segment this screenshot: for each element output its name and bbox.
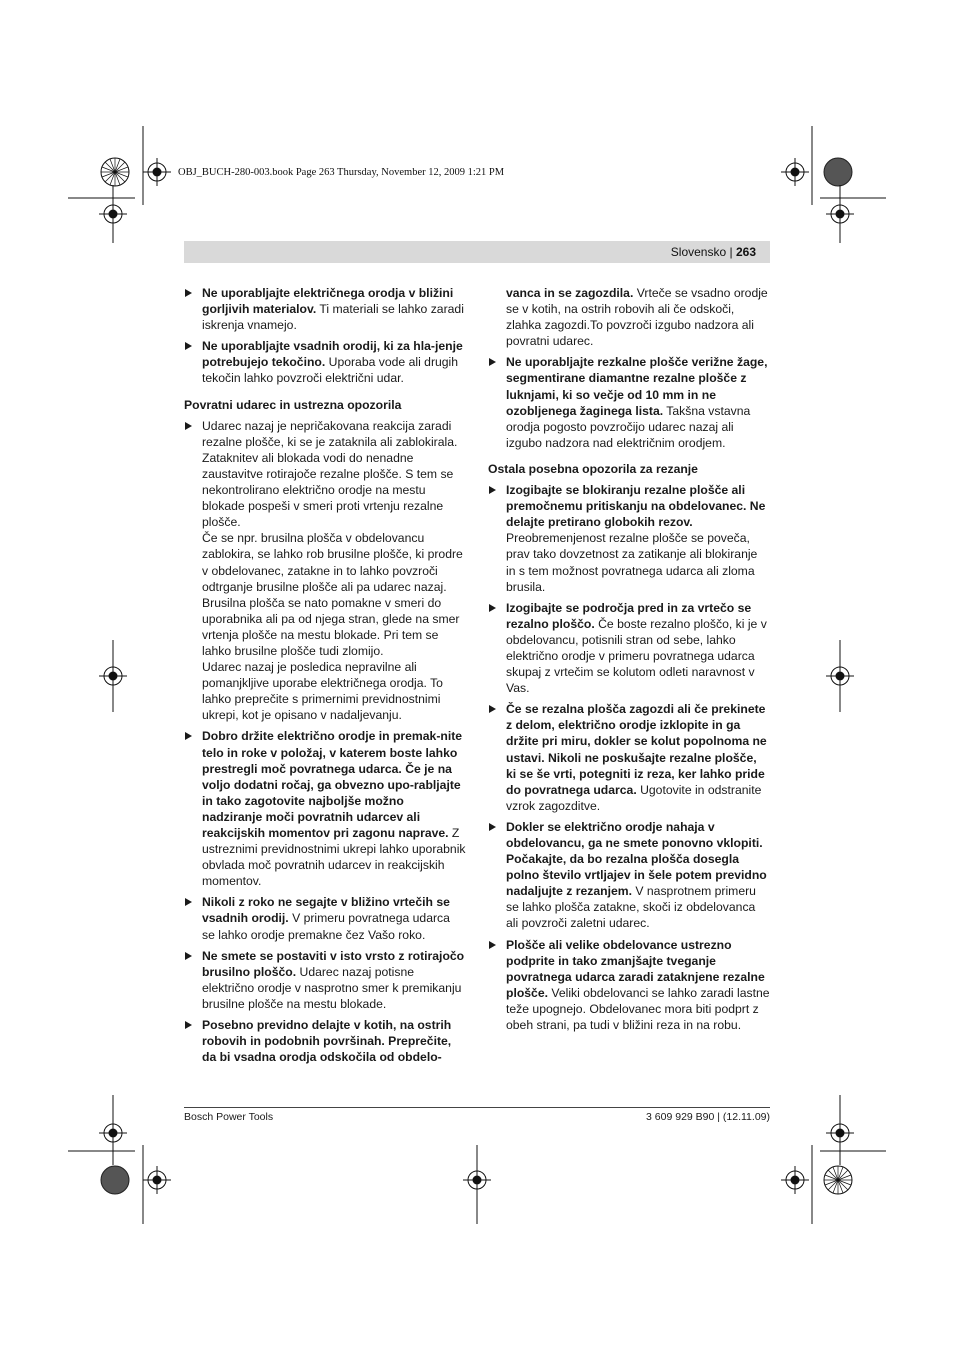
- page-number: 263: [735, 245, 756, 259]
- list-item: [488, 819, 770, 932]
- list-item-continuation: [488, 285, 770, 349]
- item-bold-text: Ne uporabljajte električnega orodja v bližini gorljivih materialov.: [202, 286, 454, 317]
- item-text: Ti materiali se lahko zaradi iskrenja vnamejo.: [202, 302, 464, 333]
- bullet-triangle-icon: [185, 898, 192, 906]
- item-bold-text: Posebno previdno delajte v kotih, na ostrih robovih in podobnih površinah. Preprečite, da bi vsadna orodja odskočila od obdelo-: [202, 1018, 452, 1065]
- bullet-triangle-icon: [489, 358, 496, 366]
- language-label: Slovensko: [670, 245, 727, 259]
- section-heading: Ostala posebna opozorila za rezanje: [488, 461, 698, 476]
- item-bold-text: Če se rezalna plošča zagozdi ali če prekinete z delom, električno orodje izklopite in ga držite pri miru, dokler se kolut popolnoma ne ustavi. Nikoli ne poskušajte rezalne plošče, ki se še vrti, potegniti iz reza, ker lahko pride do povratnega udarca.: [506, 702, 767, 797]
- footer-brand: Bosch Power Tools: [184, 1111, 274, 1123]
- print-info-line: OBJ_BUCH-280-003.book Page 263 Thursday, November 12, 2009 1:21 PM: [178, 167, 505, 178]
- item-text: Udarec nazaj je posledica nepravilne ali pomanjkljive uporabe električnega orodja. To lahko preprečite s primernimi previdnostnimi ukrepi, kot je opisano v nadaljevanju.: [202, 660, 443, 723]
- list-item: [488, 600, 770, 697]
- item-bold-text: Dokler se električno orodje nahaja v obdelovancu, ga ne smete ponovno vklopiti. Počakajte, da bo rezalna plošča dosegla polno število vrtljajev in šele potem previdno nadaljujte z rezanjem.: [506, 819, 767, 899]
- list-item: [488, 354, 770, 451]
- item-text: V primeru povratnega udarca se lahko orodje premakne čez Vašo roko.: [202, 911, 450, 942]
- bullet-triangle-icon: [185, 342, 192, 350]
- item-bold-text: Nikoli z roko ne segajte v bližino vrtečih se vsadnih orodij.: [202, 895, 450, 926]
- right-column: [488, 285, 770, 1038]
- item-text: V nasprotnem primeru se lahko plošča zatakne, skoči iz obdelovanca ali povzroči zaletni udarec.: [506, 884, 756, 931]
- bullet-triangle-icon: [185, 1021, 192, 1029]
- item-text: Ugotovite in odstranite vzrok zagozditve.: [506, 782, 762, 813]
- item-bold-text: Ne uporabljajte rezkalne plošče verižne žage, segmentirane diamantne rezalne plošče z luknjami, ki so večje od 10 mm in ne ozobljenega žaginega lista.: [506, 355, 768, 418]
- list-item: [488, 482, 770, 595]
- list-item: [184, 285, 466, 333]
- bullet-triangle-icon: [489, 941, 496, 949]
- list-item: [184, 1017, 466, 1065]
- bullet-triangle-icon: [185, 952, 192, 960]
- item-bold-text: vanca in se zagozdila.: [506, 286, 634, 300]
- list-item: [184, 728, 466, 889]
- item-text: Udarec nazaj potisne električno orodje v nasprotno smer k premikanju brusilne plošče na mestu blokade.: [202, 964, 462, 1011]
- bullet-triangle-icon: [185, 422, 192, 430]
- footer-doc-number: 3 609 929 B90 | (12.11.09): [646, 1111, 770, 1123]
- item-text: Z ustreznimi previdnostnimi ukrepi lahko uporabnik obvlada moč povratnih udarcev in reakcijskih momentov.: [202, 826, 466, 889]
- list-item: [184, 418, 466, 724]
- bullet-triangle-icon: [489, 705, 496, 713]
- item-bold-text: Ne uporabljajte vsadnih orodij, ki za hla-jenje potrebujejo tekočino.: [202, 339, 463, 370]
- page-header-label: [671, 245, 756, 259]
- item-text: Takšna vstavna orodja pogosto povzročijo udarec nazaj ali izgubo nadzora nad električnim orodjem.: [506, 403, 751, 450]
- item-text: Udarec nazaj je nepričakovana reakcija zaradi rezalne plošče, ki se je zataknila ali zablokirala. Zataknitev ali blokada vodi do nenadne zaustavitve rotirajoče rezalne plošče. S tem se nekontrolirano električno orodje na mestu blokade pospeši v smeri proti vrtenju rezalne plošče.: [202, 418, 458, 530]
- item-text: Preobremenjenost rezalne plošče se poveča, prav tako dovzetnost za zatikanje ali blokiranje in s tem možnost povratnega udarca ali zloma brusila.: [506, 531, 758, 594]
- item-text: Če se npr. brusilna plošča v obdelovancu zablokira, se lahko rob brusilne plošče, ki prodre v obdelovanec, zatakne in to lahko povzroči odtrganje brusilne plošče ali pa udarec nazaj. Brusilna plošča se nato pomakne v smeri do uporabnika ali pa od njega stran, glede na smer vrtenja plošče na mestu blokade. Pri tem se lahko brusilne plošče tudi zlomijo.: [202, 531, 463, 658]
- footer-divider: [184, 1107, 770, 1108]
- bullet-triangle-icon: [185, 732, 192, 740]
- list-item: [184, 948, 466, 1012]
- page-header-bar: [184, 241, 770, 263]
- list-item: [184, 338, 466, 386]
- item-bold-text: Izogibajte se področja pred in za vrtečo se rezalno ploščo.: [506, 600, 752, 631]
- left-column: [184, 285, 466, 1070]
- list-item: [488, 937, 770, 1034]
- list-item: [488, 701, 770, 814]
- item-text: Vrteče se vsadno orodje se v kotih, na ostrih robovih ali če odskoči, zlahka zagozdi.To povzroči izgubo nadzora ali povratni udarec.: [506, 286, 768, 349]
- bullet-triangle-icon: [489, 486, 496, 494]
- item-bold-text: Dobro držite električno orodje in premak-nite telo in roke v položaj, v katerem boste lahko prestregli moč povratnega udarca. Če je na voljo dodatni ročaj, ga obvezno upo-rabljajte in tako zagotovite najboljše možno nadziranje moči povratnih udarcev ali reakcijskih momentov pri zagonu naprave.: [202, 729, 463, 840]
- bullet-triangle-icon: [185, 289, 192, 297]
- bullet-triangle-icon: [489, 604, 496, 612]
- list-item: [184, 894, 466, 942]
- item-text: Uporaba vode ali drugih tekočin lahko povzroči električni udar.: [202, 355, 459, 386]
- section-heading: Povratni udarec in ustrezna opozorila: [184, 397, 402, 412]
- item-bold-text: Plošče ali velike obdelovance ustrezno podprite in tako zmanjšajte tveganje povratnega udarca zaradi zataknjene rezalne plošče.: [506, 937, 765, 1000]
- item-text: Če boste rezalno ploščo, ki je v obdelovancu, potisnili stran od sebe, lahko električno orodje v primeru povratnega udarca skupaj z vrtečim se kolutom odleti naravnost v Vas.: [506, 616, 767, 696]
- item-text: Veliki obdelovanci se lahko zaradi lastne teže upognejo. Obdelovanec mora biti podprt z obeh strani, pa tudi v bližini reza in na robu.: [506, 985, 770, 1033]
- bullet-triangle-icon: [489, 823, 496, 831]
- item-bold-text: Izogibajte se blokiranju rezalne plošče ali premočnemu pritiskanju na obdelovanec. Ne delajte pretirano globokih rezov.: [506, 483, 766, 530]
- header-separator: |: [729, 245, 733, 259]
- item-bold-text: Ne smete se postaviti v isto vrsto z rotirajočo brusilno ploščo.: [202, 948, 465, 979]
